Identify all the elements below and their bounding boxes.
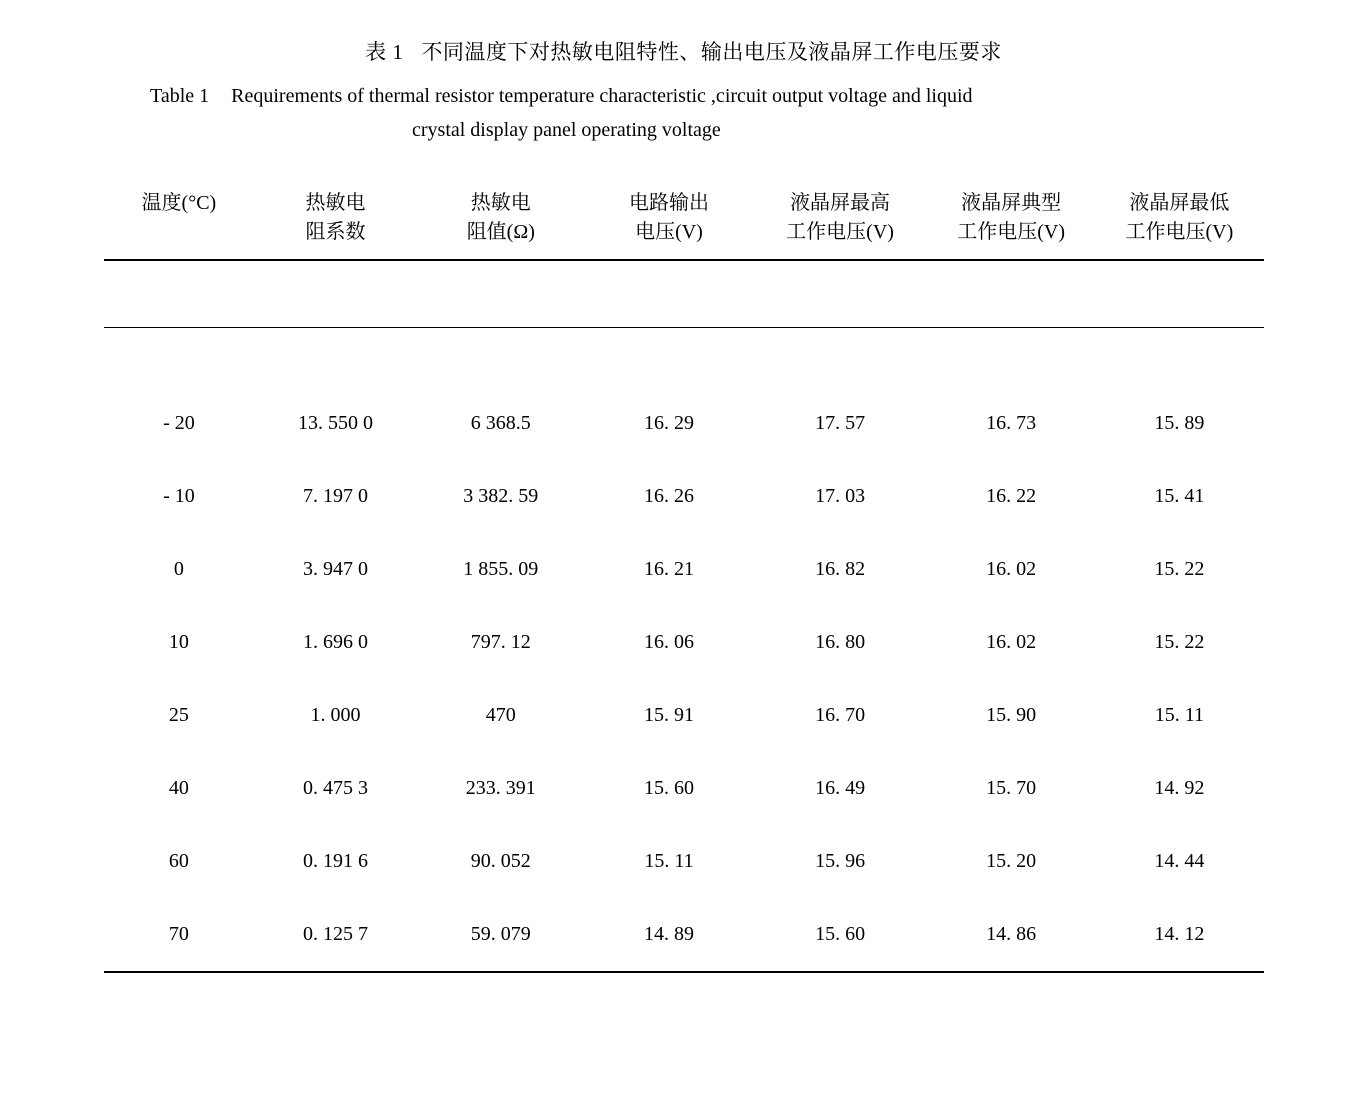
cell-lcd-min-voltage: 15. 11 bbox=[1154, 704, 1204, 727]
table-row bbox=[104, 898, 1264, 972]
header-line-2: 工作电压(V) bbox=[957, 221, 1066, 244]
cell-lcd-max-voltage: 16. 70 bbox=[815, 704, 866, 727]
cell-lcd-typical-voltage: 15. 90 bbox=[986, 704, 1037, 727]
cell-resistance-value: 90. 052 bbox=[470, 850, 531, 873]
header-line-1: 电路输出 bbox=[628, 192, 709, 215]
cell-resistance-value: 470 bbox=[485, 704, 516, 727]
table-container bbox=[104, 175, 1264, 1030]
cell-lcd-typical-voltage: 16. 02 bbox=[986, 558, 1037, 581]
cell-temperature: 0 bbox=[173, 558, 184, 581]
cell-circuit-output-voltage: 15. 60 bbox=[643, 777, 694, 800]
column-header-circuit-output-voltage bbox=[585, 175, 753, 260]
cell-lcd-max-voltage: 16. 49 bbox=[815, 777, 866, 800]
cell-temperature: 40 bbox=[168, 777, 189, 800]
cell-circuit-output-voltage: 16. 29 bbox=[643, 412, 694, 435]
cell-lcd-min-voltage: 15. 89 bbox=[1154, 412, 1205, 435]
cell-resistance-coefficient: 0. 125 7 bbox=[302, 923, 368, 946]
caption-chinese bbox=[0, 38, 1367, 67]
header-line-2: 工作电压(V) bbox=[786, 221, 894, 244]
cell-lcd-max-voltage: 15. 96 bbox=[815, 850, 866, 873]
caption-english-line2: crystal display panel operating voltage bbox=[412, 119, 721, 142]
column-header-resistance-value bbox=[417, 175, 585, 260]
table-rule-middle bbox=[104, 328, 1264, 388]
table-caption bbox=[0, 38, 1367, 145]
cell-temperature: 70 bbox=[168, 923, 189, 946]
cell-temperature: - 10 bbox=[163, 485, 195, 508]
caption-chinese-label: 表 1 bbox=[365, 40, 404, 64]
header-line-2: 阻值(Ω) bbox=[466, 221, 535, 244]
cell-temperature: 25 bbox=[168, 704, 189, 727]
cell-resistance-value: 233. 391 bbox=[465, 777, 536, 800]
cell-lcd-typical-voltage: 15. 20 bbox=[986, 850, 1037, 873]
header-line-1: 液晶屏最高 bbox=[790, 192, 891, 215]
cell-resistance-coefficient: 0. 475 3 bbox=[302, 777, 368, 800]
cell-temperature: 60 bbox=[168, 850, 189, 873]
header-line-1: 温度(°C) bbox=[141, 192, 217, 215]
cell-lcd-typical-voltage: 15. 70 bbox=[986, 777, 1037, 800]
cell-lcd-min-voltage: 14. 12 bbox=[1154, 923, 1205, 946]
cell-circuit-output-voltage: 16. 26 bbox=[643, 485, 694, 508]
cell-lcd-min-voltage: 14. 92 bbox=[1154, 777, 1205, 800]
cell-lcd-max-voltage: 17. 03 bbox=[815, 485, 866, 508]
column-header-temperature bbox=[104, 175, 255, 260]
table-row bbox=[104, 825, 1264, 898]
cell-resistance-coefficient: 0. 191 6 bbox=[302, 850, 368, 873]
cell-resistance-coefficient: 7. 197 0 bbox=[302, 485, 368, 508]
header-line-1: 热敏电 bbox=[470, 192, 531, 215]
cell-lcd-typical-voltage: 16. 22 bbox=[986, 485, 1037, 508]
header-line-1: 热敏电 bbox=[305, 192, 366, 215]
cell-circuit-output-voltage: 16. 06 bbox=[643, 631, 694, 654]
header-line-2: 阻系数 bbox=[305, 221, 366, 244]
cell-resistance-coefficient: 1. 000 bbox=[310, 704, 361, 727]
cell-resistance-coefficient: 13. 550 0 bbox=[297, 412, 373, 435]
table-rule-bottom bbox=[104, 972, 1264, 1030]
cell-lcd-max-voltage: 15. 60 bbox=[815, 923, 866, 946]
caption-english-line1: Requirements of thermal resistor temperature characteristic ,circuit output voltage and liquid bbox=[231, 85, 973, 108]
table-row bbox=[104, 752, 1264, 825]
column-header-resistance-coefficient bbox=[254, 175, 416, 260]
header-line-1: 液晶屏最低 bbox=[1129, 192, 1230, 215]
cell-lcd-max-voltage: 16. 80 bbox=[815, 631, 866, 654]
cell-resistance-coefficient: 3. 947 0 bbox=[302, 558, 368, 581]
cell-resistance-value: 3 382. 59 bbox=[463, 485, 539, 508]
cell-resistance-value: 797. 12 bbox=[470, 631, 531, 654]
header-line-2: 电压(V) bbox=[635, 221, 703, 244]
cell-resistance-coefficient: 1. 696 0 bbox=[302, 631, 368, 654]
header-line-1: 液晶屏典型 bbox=[961, 192, 1062, 215]
cell-lcd-min-voltage: 14. 44 bbox=[1154, 850, 1205, 873]
table-row bbox=[104, 533, 1264, 606]
cell-resistance-value: 59. 079 bbox=[470, 923, 531, 946]
column-header-lcd-typical-voltage bbox=[927, 175, 1095, 260]
table-row bbox=[104, 606, 1264, 679]
cell-lcd-typical-voltage: 16. 02 bbox=[986, 631, 1037, 654]
caption-chinese-text: 不同温度下对热敏电阻特性、输出电压及液晶屏工作电压要求 bbox=[421, 40, 1002, 64]
cell-resistance-value: 6 368.5 bbox=[470, 412, 531, 435]
document-page bbox=[0, 38, 1367, 1115]
requirements-table bbox=[104, 175, 1264, 1030]
cell-lcd-min-voltage: 15. 22 bbox=[1154, 558, 1205, 581]
column-header-lcd-max-voltage bbox=[753, 175, 927, 260]
cell-circuit-output-voltage: 14. 89 bbox=[643, 923, 694, 946]
cell-circuit-output-voltage: 16. 21 bbox=[643, 558, 694, 581]
table-row bbox=[104, 460, 1264, 533]
cell-circuit-output-voltage: 15. 11 bbox=[644, 850, 694, 873]
table-row bbox=[104, 387, 1264, 460]
cell-circuit-output-voltage: 15. 91 bbox=[643, 704, 694, 727]
caption-english bbox=[0, 81, 1367, 145]
cell-temperature: 10 bbox=[168, 631, 189, 654]
column-header-lcd-min-voltage bbox=[1095, 175, 1263, 260]
cell-temperature: - 20 bbox=[163, 412, 195, 435]
cell-lcd-max-voltage: 16. 82 bbox=[815, 558, 866, 581]
table-rule-top bbox=[104, 260, 1264, 328]
table-row bbox=[104, 679, 1264, 752]
table-header-row bbox=[104, 175, 1264, 260]
cell-lcd-min-voltage: 15. 41 bbox=[1154, 485, 1205, 508]
caption-english-label: Table 1 bbox=[150, 85, 210, 108]
cell-lcd-typical-voltage: 14. 86 bbox=[986, 923, 1037, 946]
cell-resistance-value: 1 855. 09 bbox=[463, 558, 539, 581]
cell-lcd-typical-voltage: 16. 73 bbox=[986, 412, 1037, 435]
cell-lcd-max-voltage: 17. 57 bbox=[815, 412, 866, 435]
cell-lcd-min-voltage: 15. 22 bbox=[1154, 631, 1205, 654]
header-line-2: 工作电压(V) bbox=[1125, 221, 1234, 244]
